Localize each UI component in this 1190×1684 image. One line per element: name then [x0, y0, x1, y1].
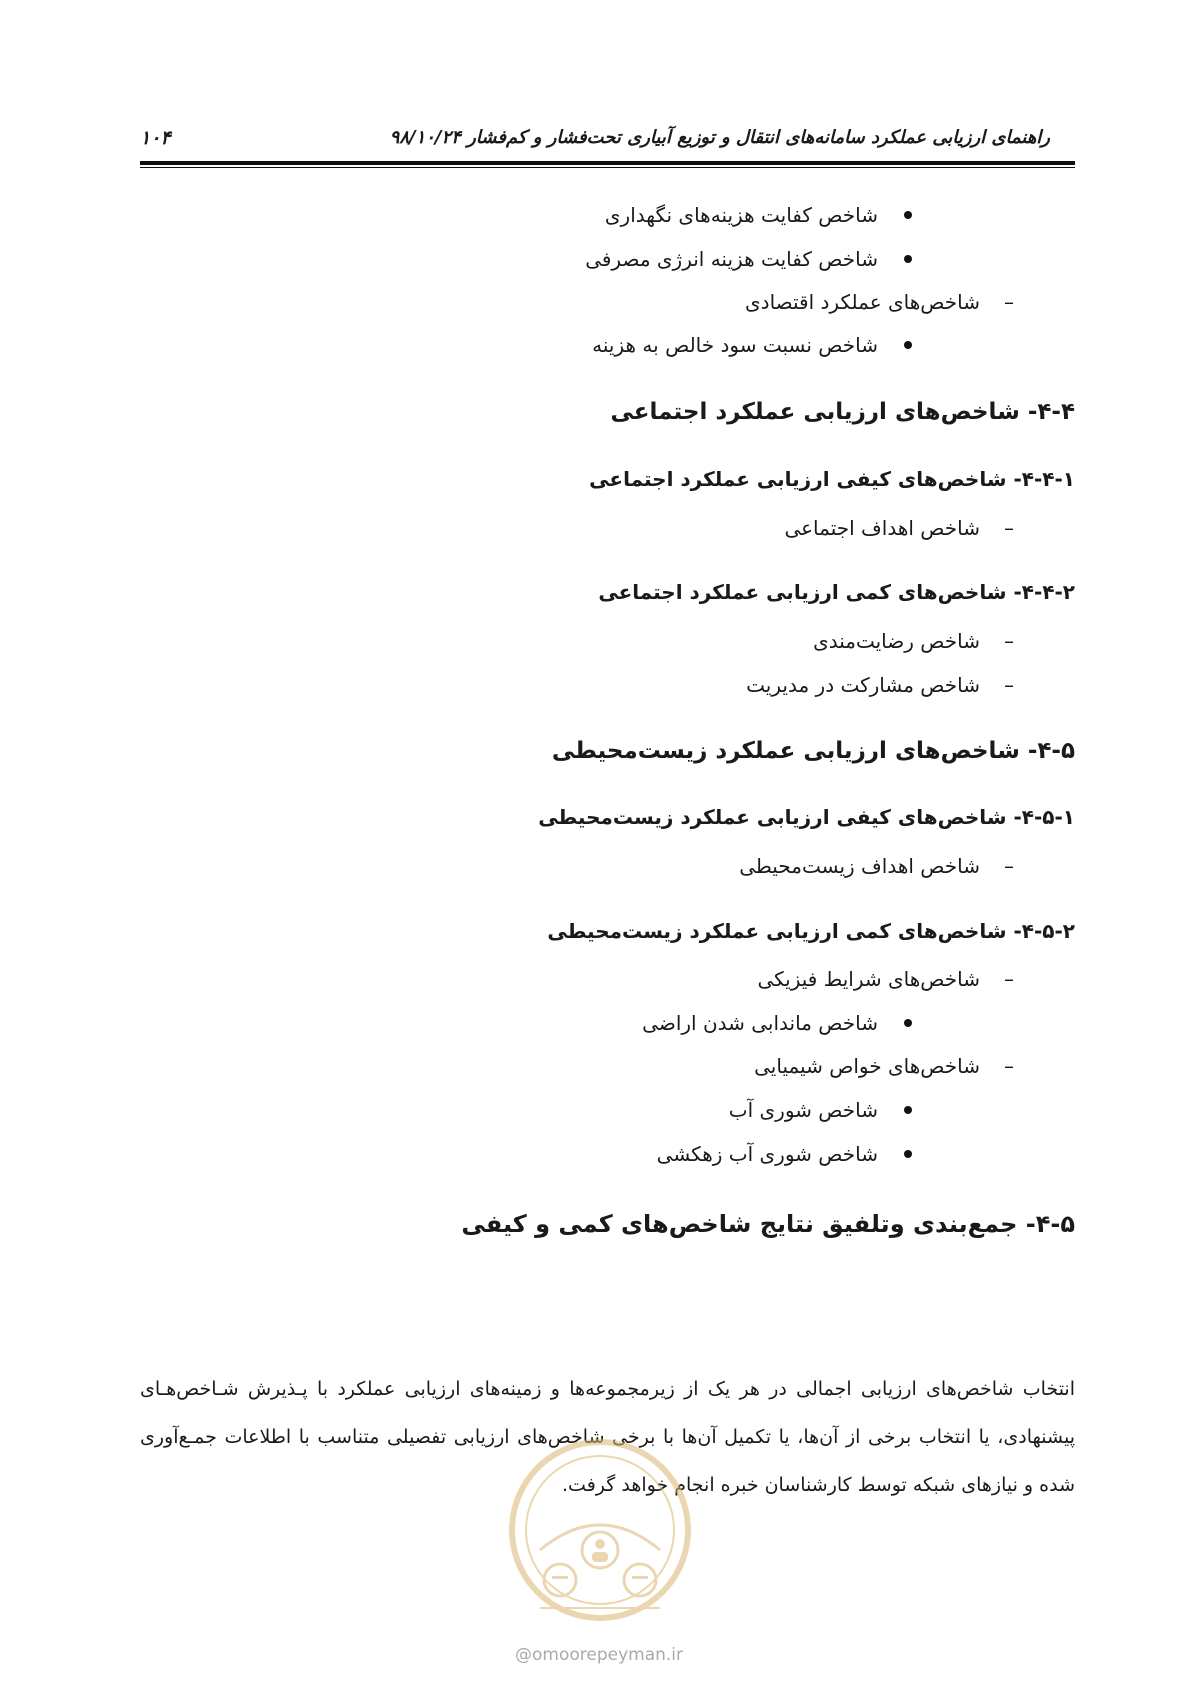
dash-icon: – — [1004, 290, 1014, 314]
running-header — [366, 127, 1050, 148]
list-item — [592, 333, 920, 357]
bullet-icon — [904, 255, 912, 263]
list-item-text: شاخص نسبت سود خالص به هزینه — [592, 333, 878, 357]
dash-icon: – — [1004, 673, 1014, 697]
list-item — [729, 1098, 920, 1122]
list-item — [813, 629, 1020, 653]
bullet-icon — [904, 341, 912, 349]
dash-icon: – — [1004, 1054, 1014, 1078]
list-item — [585, 247, 920, 271]
list-item — [605, 203, 920, 227]
bullet-icon — [904, 211, 912, 219]
list-item — [754, 1054, 1020, 1078]
list-item-text: شاخص‌های عملکرد اقتصادی — [745, 290, 980, 314]
list-item — [745, 290, 1020, 314]
bullet-icon — [904, 1150, 912, 1158]
section-heading: ۴-۵- شاخص‌های ارزیابی عملکرد زیست‌محیطی — [551, 738, 1075, 764]
subsection-heading: ۴-۴-۲- شاخص‌های کمی ارزیابی عملکرد اجتماعی — [598, 580, 1075, 604]
header-rule-thin — [140, 167, 1075, 168]
list-item-text: شاخص کفایت هزینه‌های نگهداری — [604, 203, 878, 227]
header-title: راهنمای ارزیابی عملکرد سامانه‌های انتقال و توزیع آبیاری تحت‌فشار و کم‌فشار — [467, 127, 1050, 148]
list-item-text: شاخص ماندابی شدن اراضی — [642, 1011, 878, 1035]
header-rule — [140, 161, 1075, 165]
dash-icon: – — [1004, 967, 1014, 991]
list-item-text: شاخص‌های خواص شیمیایی — [754, 1054, 980, 1078]
list-item — [746, 673, 1020, 697]
section-heading: ۴-۵- جمع‌بندی وتلفیق نتایج شاخص‌های کمی و کیفی — [461, 1210, 1075, 1238]
section-heading: ۴-۴- شاخص‌های ارزیابی عملکرد اجتماعی — [610, 399, 1075, 425]
list-item — [739, 854, 1020, 878]
bullet-icon — [904, 1019, 912, 1027]
list-item-text: شاخص‌های شرایط فیزیکی — [757, 967, 980, 991]
list-item-text: شاخص اهداف زیست‌محیطی — [739, 854, 980, 878]
subsection-heading: ۴-۴-۱- شاخص‌های کیفی ارزیابی عملکرد اجتماعی — [589, 467, 1075, 491]
list-item-text: شاخص اهداف اجتماعی — [784, 516, 980, 540]
bullet-icon — [904, 1106, 912, 1114]
list-item-text: شاخص رضایت‌مندی — [813, 629, 980, 653]
list-item — [784, 516, 1020, 540]
list-item — [642, 1011, 920, 1035]
subsection-heading: ۴-۵-۲- شاخص‌های کمی ارزیابی عملکرد زیست‌محیطی — [547, 919, 1075, 943]
watermark-url: @omoorepeyman.ir — [515, 1645, 684, 1665]
header-date: ۹۸/۱۰/۲۴ — [389, 127, 461, 148]
list-item — [757, 967, 1020, 991]
dash-icon: – — [1004, 516, 1014, 540]
watermark-seal-icon — [500, 1430, 700, 1640]
list-item-text: شاخص شوری آب — [728, 1098, 878, 1122]
dash-icon: – — [1004, 854, 1014, 878]
body-paragraph: انتخاب شاخص‌های ارزیابی اجمالی در هر یک از زیرمجموعه‌ها و زمینه‌های ارزیابی عملکرد با پـذیرش شـاخص‌هـای پیشنهادی، یا انتخاب برخی از آن‌ها، یا تکمیل آن‌ها با برخی شاخص‌های ارزیابی تفصیلی متناسب با اطلاعات جمـع‌آوری شده و نیازهای شبکه توسط کارشناسان خبره انجام خواهد گرفت. — [140, 1378, 1075, 1496]
subsection-heading: ۴-۵-۱- شاخص‌های کیفی ارزیابی عملکرد زیست‌محیطی — [538, 805, 1075, 829]
list-item-text: شاخص کفایت هزینه انرژی مصرفی — [585, 247, 878, 271]
list-item-text: شاخص شوری آب زهکشی — [656, 1142, 878, 1166]
list-item-text: شاخص مشارکت در مدیریت — [746, 673, 980, 697]
page-number: ۱۰۴ — [140, 127, 171, 149]
list-item — [657, 1142, 920, 1166]
dash-icon: – — [1004, 629, 1014, 653]
